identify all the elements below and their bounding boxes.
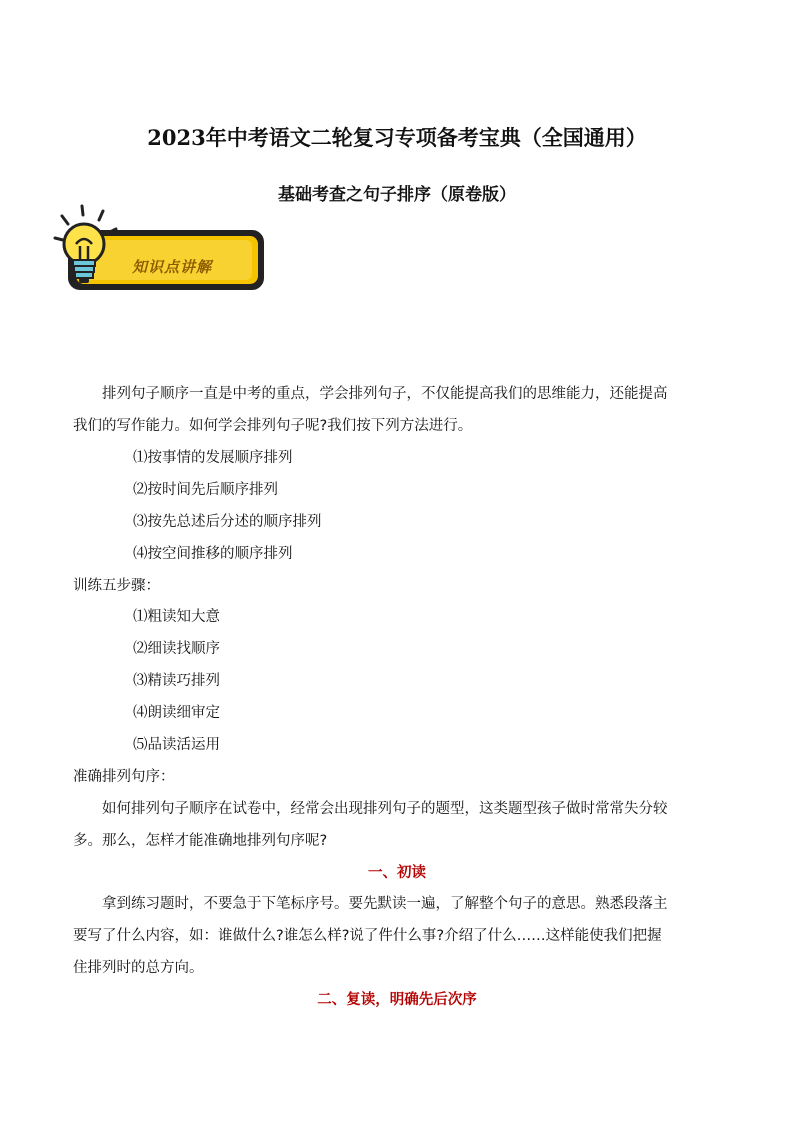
intro-line: 排列句子顺序一直是中考的重点，学会排列句子，不仅能提高我们的思维能力，还能提高 — [102, 386, 668, 402]
section1-line: 拿到练习题时，不要急于下笔标序号。要先默读一遍，了解整个句子的意思。熟悉段落主 — [102, 896, 668, 912]
intro-line: 我们的写作能力。如何学会排列句子呢?我们按下列方法进行。 — [73, 418, 473, 434]
step-item: ⑵细读找顺序 — [133, 641, 220, 657]
step-item: ⑸品读活运用 — [133, 737, 220, 753]
accurate-heading: 准确排列句序： — [73, 769, 175, 785]
method-item: ⑵按时间先后顺序排列 — [133, 482, 278, 498]
section1-line: 住排列时的总方向。 — [73, 960, 204, 976]
method-item: ⑷按空间推移的顺序排列 — [133, 546, 293, 562]
knowledge-badge — [46, 202, 268, 302]
method-item: ⑶按先总述后分述的顺序排列 — [133, 514, 322, 530]
document-title: 2023年中考语文二轮复习专项备考宝典（全国通用） — [147, 125, 647, 150]
steps-heading: 训练五步骤： — [73, 578, 160, 594]
step-item: ⑶精读巧排列 — [133, 673, 220, 689]
section-heading: 二、复读，明确先后次序 — [317, 992, 477, 1008]
step-item: ⑴粗读知大意 — [133, 609, 220, 625]
section1-line: 要写了什么内容，如：谁做什么?谁怎么样?说了件什么事?介绍了什么……这样能使我们把握 — [73, 928, 662, 944]
step-item: ⑷朗读细审定 — [133, 705, 220, 721]
badge-label: 知识点讲解 — [132, 258, 213, 276]
accurate-paragraph-line: 如何排列句子顺序在试卷中，经常会出现排列句子的题型，这类题型孩子做时常常失分较 — [102, 801, 668, 817]
accurate-paragraph-line: 多。那么，怎样才能准确地排列句序呢? — [73, 833, 328, 849]
section-heading: 一、初读 — [368, 865, 426, 881]
document-subtitle: 基础考查之句子排序（原卷版） — [278, 185, 516, 205]
method-item: ⑴按事情的发展顺序排列 — [133, 450, 293, 466]
